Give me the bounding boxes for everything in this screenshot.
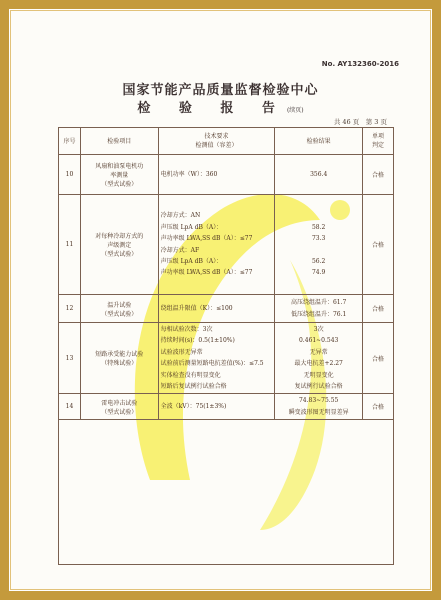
row-number: 14 xyxy=(59,394,81,420)
result-line: 无异常 xyxy=(309,348,328,356)
empty-cell xyxy=(59,420,394,565)
verdict: 合格 xyxy=(363,323,394,394)
result xyxy=(275,295,363,323)
test-item-line: 短路承受能力试验 xyxy=(95,351,144,359)
document-number: No. AY132360-2016 xyxy=(321,60,399,68)
test-item-line: （型式试验） xyxy=(101,408,138,416)
result-line: 复试例行试验合格 xyxy=(294,382,343,390)
result-line xyxy=(277,210,360,221)
result-line: 最大电抗差+2.27 xyxy=(294,360,343,368)
result xyxy=(275,394,363,420)
result-line: 低压绕组温升：76.1 xyxy=(290,310,347,318)
requirement xyxy=(158,394,275,420)
test-item-line: （型式试验） xyxy=(101,310,138,318)
requirement xyxy=(158,155,275,195)
requirement xyxy=(158,195,275,295)
header-result: 检验结果 xyxy=(275,128,363,155)
result-line: 356.4 xyxy=(310,170,328,178)
header-item: 检验项目 xyxy=(80,128,158,155)
result xyxy=(275,155,363,195)
test-item xyxy=(80,155,158,195)
requirement-line: 试验前后测量短路电抗差值(%)：≤7.5 xyxy=(160,360,264,368)
result-line: 74.9 xyxy=(311,269,326,277)
requirement-line: 冷却方式：AF xyxy=(160,246,200,254)
header-no: 序号 xyxy=(59,128,81,155)
row-number: 13 xyxy=(59,323,81,394)
requirement-line: 每相试验次数：3次 xyxy=(160,326,213,333)
requirement-line: 实体检查没有明显变化 xyxy=(160,371,221,379)
test-item-line: 风扇和油泵电机功 xyxy=(95,163,144,170)
result-line: 74.83~75.55 xyxy=(298,397,339,405)
table-row xyxy=(59,394,394,420)
row-number: 11 xyxy=(59,195,81,295)
table-row xyxy=(59,155,394,195)
continued-label: (续页) xyxy=(286,107,304,114)
test-item xyxy=(80,323,158,394)
test-item xyxy=(80,295,158,323)
result-line: 0.461~0.543 xyxy=(298,337,339,345)
test-item xyxy=(80,394,158,420)
result-line: 73.3 xyxy=(311,235,326,243)
result-line: 3次 xyxy=(313,326,324,333)
requirement-line: 电机功率（W）：360 xyxy=(160,170,218,178)
header-verdict: 单项 判定 xyxy=(363,128,394,155)
report-subtitle: 检 验 报 告(续页) xyxy=(137,101,304,116)
requirement-line: 全波（kV）：75(1±3%) xyxy=(160,403,227,411)
result-line: 无明显变化 xyxy=(303,371,334,379)
table-header-row xyxy=(59,128,394,155)
test-item-line: 雷电冲击试验 xyxy=(101,399,138,407)
requirement-line: 冷却方式：AN xyxy=(160,212,201,220)
requirement-line: 声功率级 LWA,SS dB（A）：≤77 xyxy=(160,269,253,277)
table-row xyxy=(59,295,394,323)
report-title: 国家节能产品质量监督检验中心 xyxy=(122,83,319,98)
test-item xyxy=(80,195,158,295)
table-row xyxy=(59,323,394,394)
verdict: 合格 xyxy=(363,155,394,195)
empty-row xyxy=(59,420,394,565)
result-line xyxy=(277,245,360,256)
test-item-line: 温升试验 xyxy=(107,301,132,309)
row-number: 10 xyxy=(59,155,81,195)
verdict: 合格 xyxy=(363,295,394,323)
requirement-line: 声功率级 LWA,SS dB（A）：≤77 xyxy=(160,235,253,243)
requirement xyxy=(158,323,275,394)
test-item-line: （型式试验） xyxy=(101,181,138,188)
requirement-line: 试验波形无异常 xyxy=(160,348,203,356)
page-info: 共 46 页 第 3 页 xyxy=(333,118,387,126)
result-line: 高压绕组温升：61.7 xyxy=(290,299,347,307)
table-row xyxy=(59,195,394,295)
header-requirement: 技术要求 检测值（容差） xyxy=(158,128,275,155)
requirement-line: 绕组温升限值（K）：≤100 xyxy=(160,304,233,312)
test-item-line: 声级测定 xyxy=(107,242,132,249)
test-item-line: （特殊试验） xyxy=(101,360,138,368)
requirement-line: 声压级 LpA dB（A）： xyxy=(160,223,223,231)
requirement-line: 短路后复试例行试验合格 xyxy=(160,382,227,390)
test-item-line: 对每种冷却方式的 xyxy=(95,233,144,240)
test-item-line: 率测量 xyxy=(110,172,129,179)
requirement-line: 声压级 LpA dB（A）： xyxy=(160,257,223,265)
requirement xyxy=(158,295,275,323)
result xyxy=(275,323,363,394)
test-results-table xyxy=(58,127,394,565)
verdict: 合格 xyxy=(363,394,394,420)
requirement-line: 持续时间(s)：0.5(1±10%) xyxy=(160,337,235,345)
row-number: 12 xyxy=(59,295,81,323)
result xyxy=(275,195,363,295)
result-line: 58.2 xyxy=(311,223,326,231)
test-item-line: （型式试验） xyxy=(101,251,138,258)
result-line: 瞬变波形图无明显差异 xyxy=(288,408,349,416)
verdict: 合格 xyxy=(363,195,394,295)
result-line: 56.2 xyxy=(311,257,326,265)
